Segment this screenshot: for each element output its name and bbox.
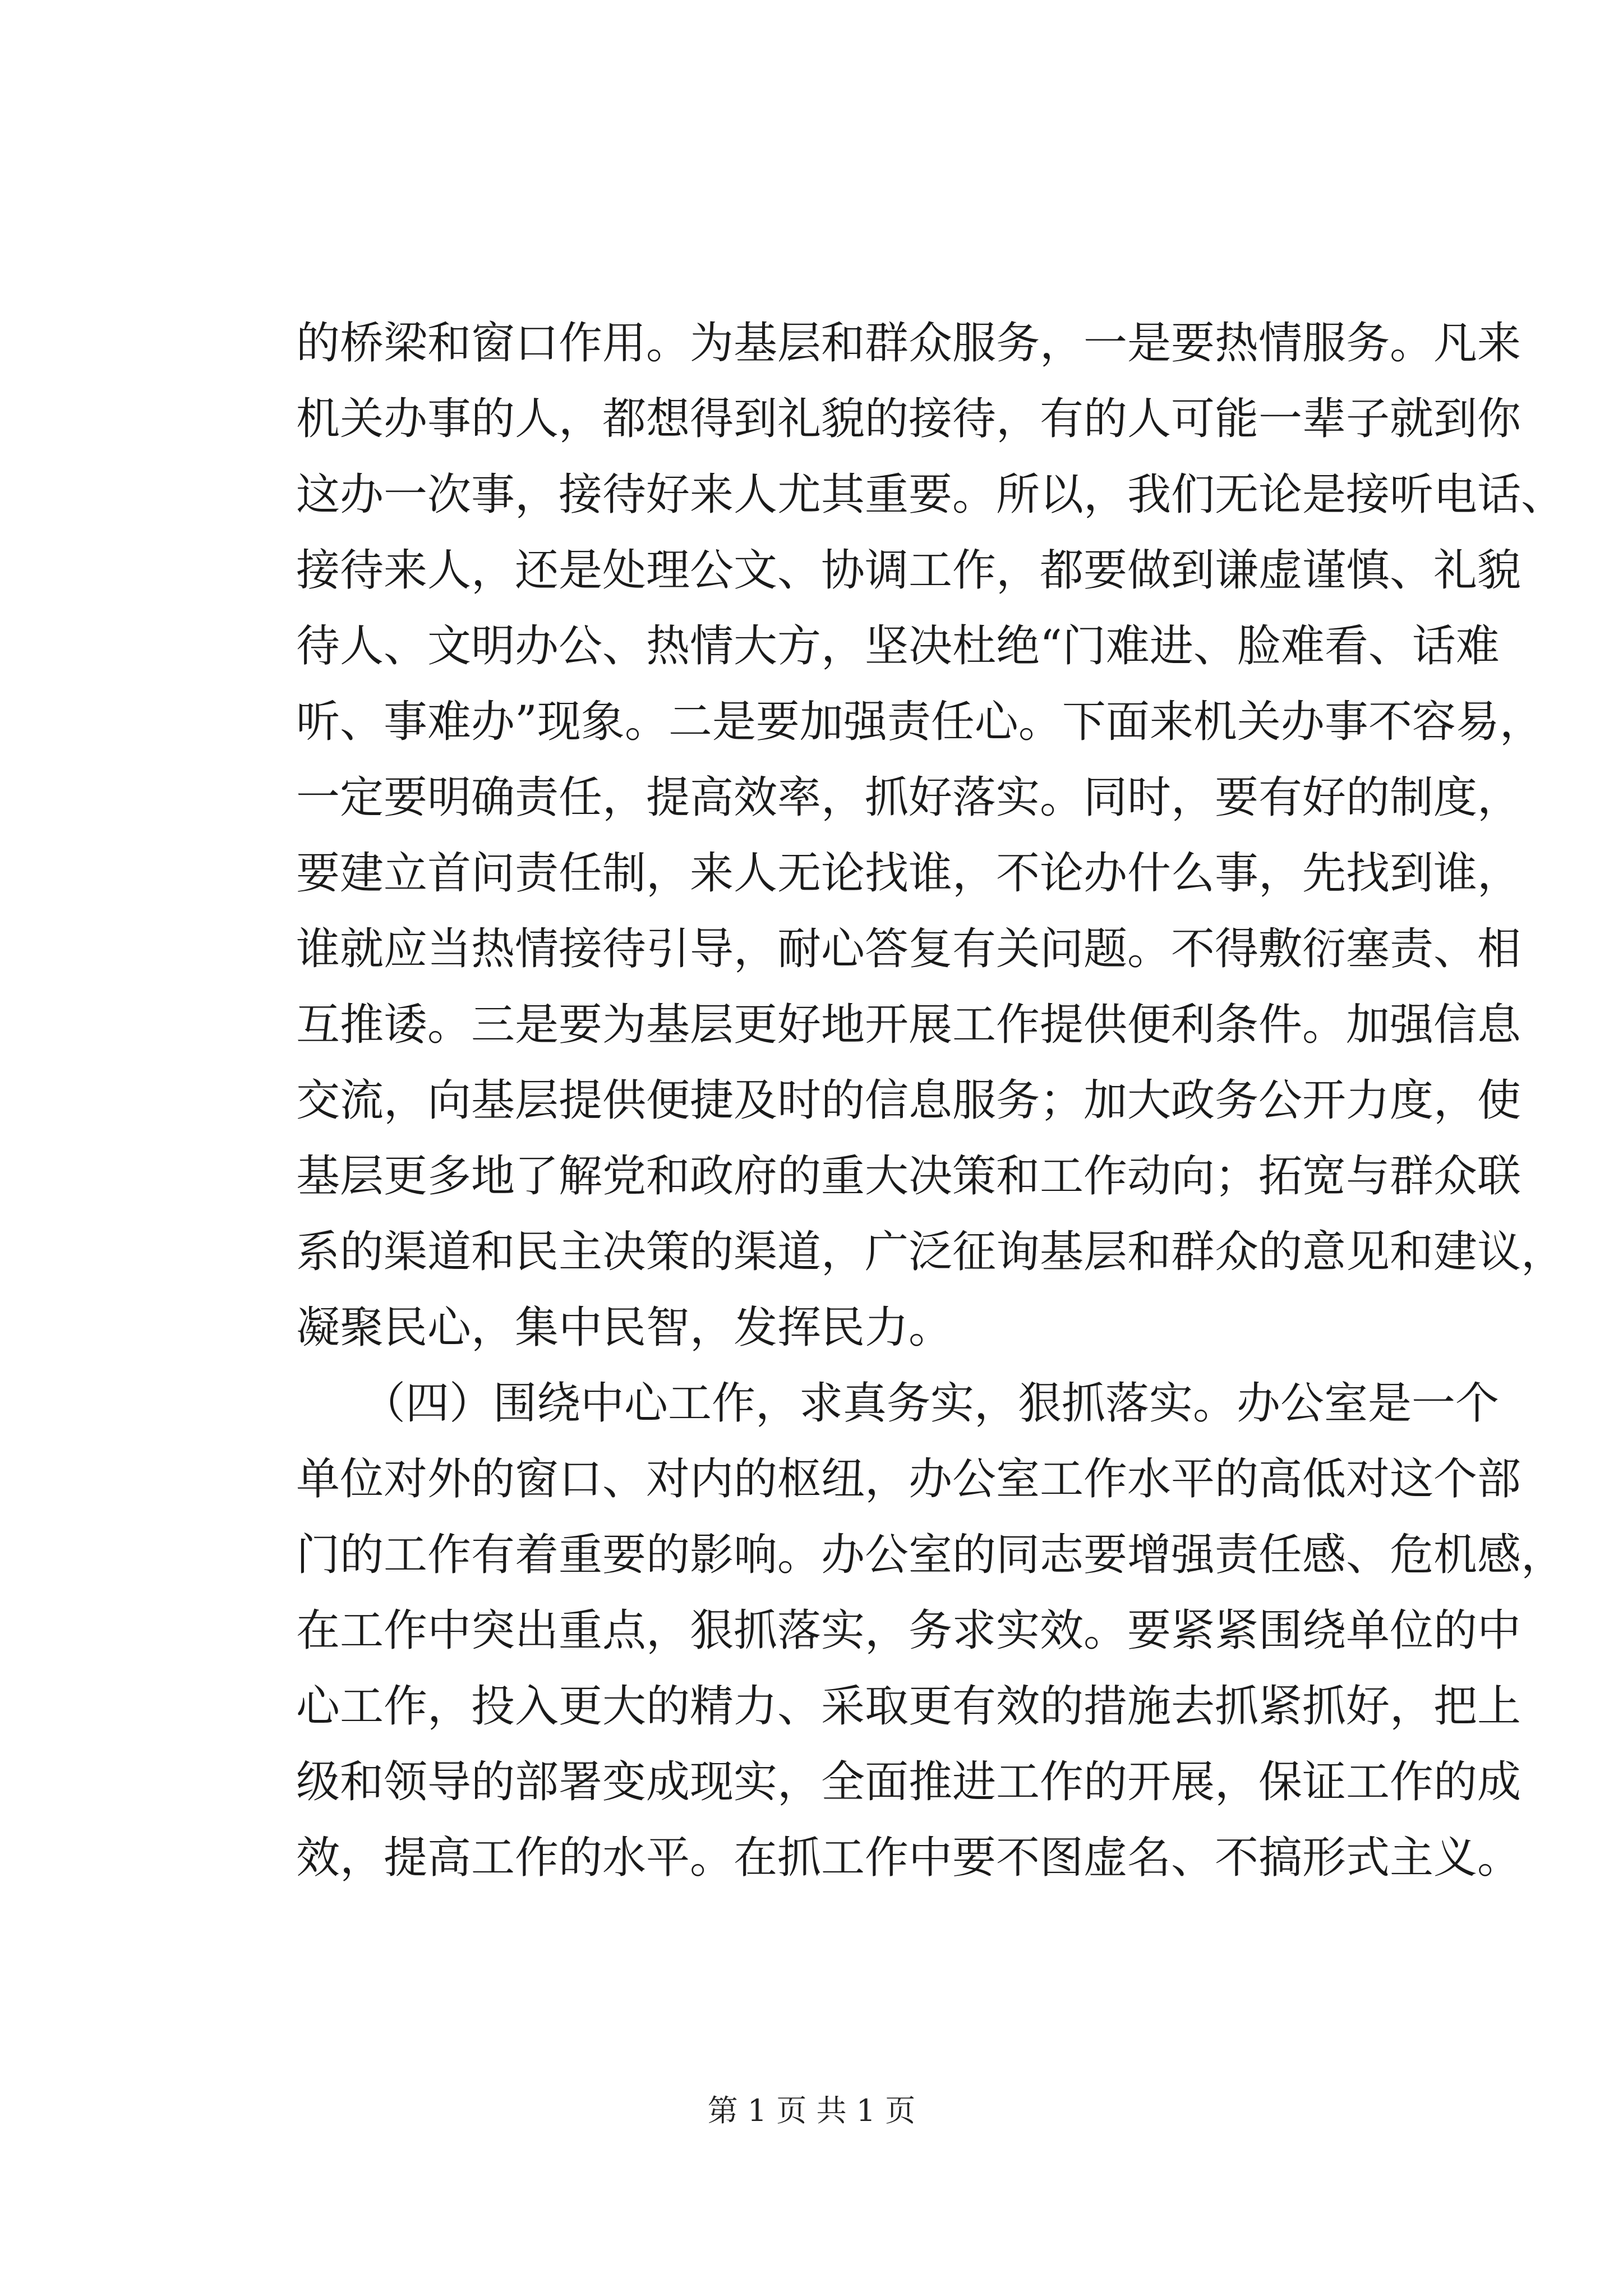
text-line: 基层更多地了解党和政府的重大决策和工作动向；拓宽与群众联: [296, 1151, 1521, 1202]
text-line: 这办一次事，接待好来人尤其重要。所以，我们无论是接听电话、: [296, 470, 1565, 520]
text-line: 一定要明确责任，提高效率，抓好落实。同时，要有好的制度，: [296, 772, 1521, 823]
text-line: 门的工作有着重要的影响。办公室的同志要增强责任感、危机感，: [296, 1530, 1565, 1580]
text-line: 单位对外的窗口、对内的枢纽，办公室工作水平的高低对这个部: [296, 1454, 1521, 1504]
text-line: 谁就应当热情接待引导，耐心答复有关问题。不得敷衍塞责、相: [296, 924, 1521, 974]
text-line: 接待来人，还是处理公文、协调工作，都要做到谦虚谨慎、礼貌: [296, 545, 1521, 596]
paragraph-end-line: 凝聚民心，集中民智，发挥民力。: [296, 1303, 953, 1353]
text-line: 的桥梁和窗口作用。为基层和群众服务，一是要热情服务。凡来: [296, 318, 1521, 369]
text-line: 在工作中突出重点，狠抓落实，务求实效。要紧紧围绕单位的中: [296, 1605, 1521, 1656]
text-line: 要建立首问责任制，来人无论找谁，不论办什么事，先找到谁，: [296, 848, 1521, 899]
text-line: 效，提高工作的水平。在抓工作中要不图虚名、不搞形式主义。: [296, 1833, 1521, 1883]
text-line: 机关办事的人，都想得到礼貌的接待，有的人可能一辈子就到你: [296, 394, 1521, 444]
text-line: 心工作，投入更大的精力、采取更有效的措施去抓紧抓好，把上: [296, 1681, 1521, 1732]
page-number-footer: 第 1 页 共 1 页: [707, 2093, 916, 2128]
text-line: 听、事难办”现象。二是要加强责任心。下面来机关办事不容易，: [296, 697, 1543, 747]
text-line: 待人、文明办公、热情大方，坚决杜绝“门难进、脸难看、话难: [296, 621, 1500, 671]
text-line: 互推诿。三是要为基层更好地开展工作提供便利条件。加强信息: [296, 1000, 1521, 1050]
text-line: 级和领导的部署变成现实，全面推进工作的开展，保证工作的成: [296, 1757, 1521, 1807]
section-heading-line: （四）围绕中心工作，求真务实，狠抓落实。办公室是一个: [296, 1378, 1500, 1429]
text-line: 系的渠道和民主决策的渠道，广泛征询基层和群众的意见和建议，: [296, 1227, 1565, 1277]
text-line: 交流，向基层提供便捷及时的信息服务；加大政务公开力度，使: [296, 1075, 1521, 1126]
